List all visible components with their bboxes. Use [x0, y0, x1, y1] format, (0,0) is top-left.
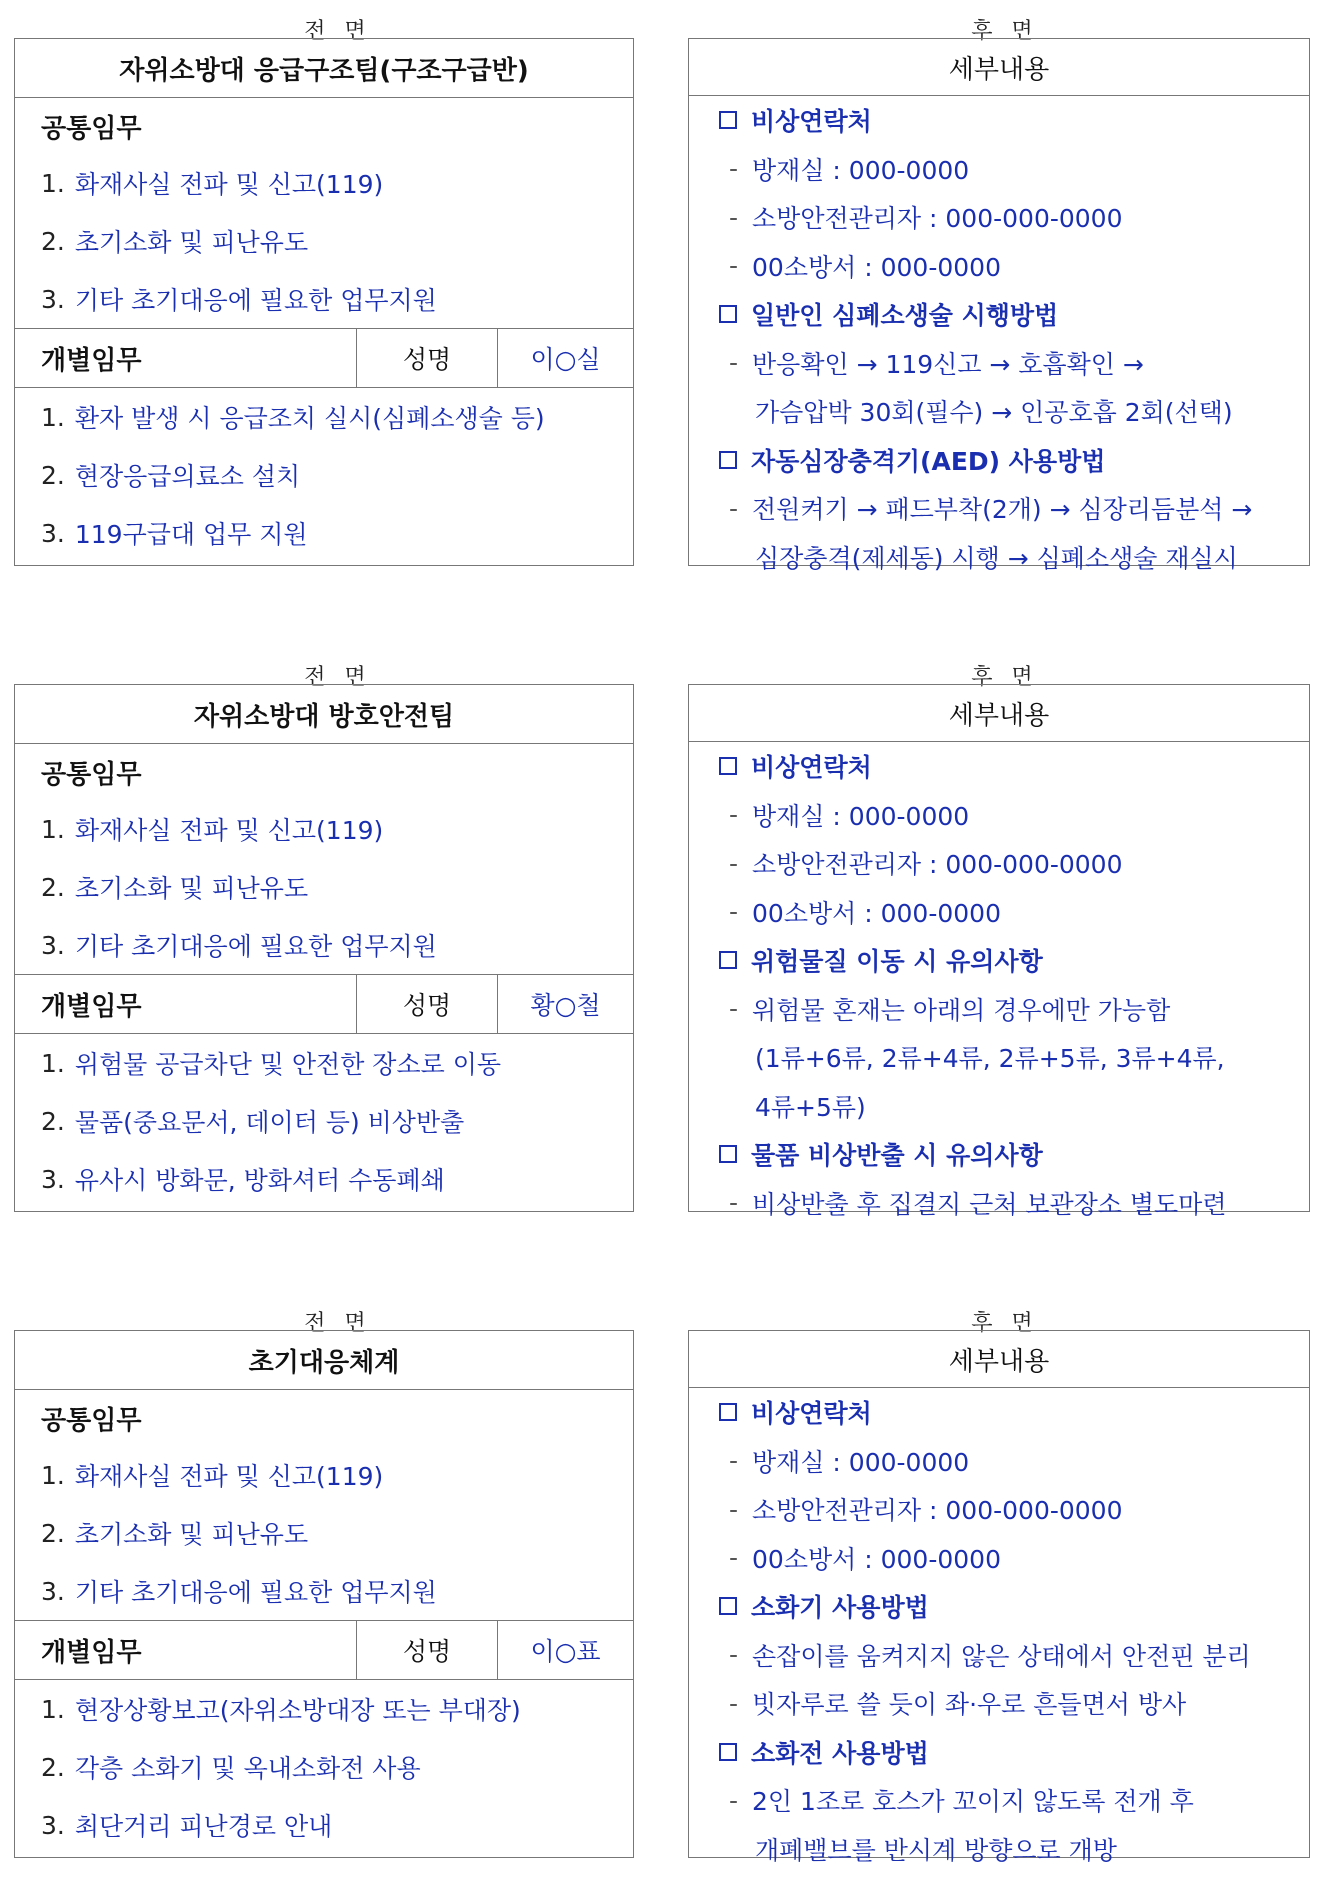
item-text: 화재사실 전파 및 신고(119) — [74, 816, 384, 845]
name-label: 성명 — [357, 1621, 498, 1679]
detail-section-heading — [689, 742, 1309, 791]
item-text: 현장응급의료소 설치 — [74, 462, 301, 491]
item-text: 00소방서 : 000-0000 — [752, 898, 1001, 928]
dash-bullet-icon: - — [729, 848, 739, 878]
item-text: 기타 초기대응에 필요한 업무지원 — [74, 932, 437, 961]
item-text: 기타 초기대응에 필요한 업무지원 — [74, 1578, 437, 1607]
item-text: 물품(중요문서, 데이터 등) 비상반출 — [74, 1108, 465, 1137]
common-duty-heading: 공통임무 — [41, 759, 142, 790]
detail-item — [689, 242, 1309, 291]
individual-duty-item — [15, 1092, 633, 1150]
dash-bullet-icon: - — [729, 251, 739, 281]
item-text: 초기소화 및 피난유도 — [74, 1520, 309, 1549]
item-text: 손잡이를 움켜지지 않은 상태에서 안전핀 분리 — [752, 1641, 1251, 1671]
item-text: 유사시 방화문, 방화셔터 수동폐쇄 — [74, 1166, 445, 1195]
detail-item-continuation: 가슴압박 30회(필수) → 인공호흡 2회(선택) — [755, 398, 1233, 428]
item-text: 반응확인 → 119신고 → 호흡확인 → — [752, 349, 1144, 379]
detail-item — [689, 1631, 1309, 1680]
item-text: 방재실 : 000-0000 — [752, 1447, 970, 1477]
front-caption: 전 면 — [304, 665, 372, 690]
item-text: 비상반출 후 집결지 근처 보관장소 별도마련 — [752, 1189, 1227, 1219]
dash-bullet-icon: - — [729, 1688, 739, 1718]
dash-bullet-icon: - — [729, 1785, 739, 1815]
item-number: 2. — [41, 1752, 65, 1782]
checkbox-square-icon — [719, 1597, 737, 1615]
checkbox-square-icon — [719, 1145, 737, 1163]
checkbox-square-icon — [719, 757, 737, 775]
common-duty-item — [15, 1504, 633, 1562]
item-text: 2인 1조로 호스가 꼬이지 않도록 전개 후 — [752, 1787, 1194, 1817]
item-text: 현장상황보고(자위소방대장 또는 부대장) — [74, 1696, 521, 1725]
item-number: 1. — [41, 814, 65, 844]
detail-item — [689, 145, 1309, 194]
front-card — [14, 684, 634, 1212]
detail-title: 세부내용 — [689, 1331, 1309, 1388]
heading-text: 비상연락처 — [751, 1399, 872, 1429]
individual-duty-item — [15, 388, 633, 446]
heading-text: 비상연락처 — [751, 753, 872, 783]
item-text: 초기소화 및 피난유도 — [74, 874, 309, 903]
item-text: 각층 소화기 및 옥내소화전 사용 — [74, 1754, 421, 1783]
name-value: 황○철 — [530, 991, 601, 1020]
item-number: 1. — [41, 1694, 65, 1724]
dash-bullet-icon: - — [729, 994, 739, 1024]
name-value: 이○실 — [530, 345, 601, 374]
item-text: 최단거리 피난경로 안내 — [74, 1812, 333, 1841]
item-number: 2. — [41, 1518, 65, 1548]
checkbox-square-icon — [719, 451, 737, 469]
item-number: 1. — [41, 402, 65, 432]
heading-text: 소화전 사용방법 — [751, 1738, 929, 1768]
common-duty-item — [15, 270, 633, 328]
back-caption: 후 면 — [971, 665, 1039, 690]
item-number: 3. — [41, 518, 65, 548]
item-text: 화재사실 전파 및 신고(119) — [74, 170, 384, 199]
item-text: 위험물 혼재는 아래의 경우에만 가능함 — [752, 995, 1171, 1025]
individual-duty-heading: 개별임무 — [15, 329, 357, 387]
dash-bullet-icon: - — [729, 493, 739, 523]
item-number: 2. — [41, 460, 65, 490]
item-text: 소방안전관리자 : 000-000-0000 — [752, 1496, 1123, 1526]
item-text: 빗자루로 쓸 듯이 좌·우로 흔들면서 방사 — [752, 1690, 1187, 1720]
individual-duty-item — [15, 1796, 633, 1854]
detail-item — [689, 1776, 1309, 1825]
detail-item — [689, 1534, 1309, 1583]
back-card — [688, 684, 1310, 1219]
heading-text: 위험물질 이동 시 유의사항 — [751, 947, 1043, 977]
item-number: 2. — [41, 226, 65, 256]
individual-duty-item — [15, 446, 633, 504]
item-text: 방재실 : 000-0000 — [752, 155, 970, 185]
item-text: 화재사실 전파 및 신고(119) — [74, 1462, 384, 1491]
item-text: 초기소화 및 피난유도 — [74, 228, 309, 257]
common-duty-item — [15, 212, 633, 270]
back-card — [688, 1330, 1310, 1865]
detail-item — [689, 985, 1309, 1034]
name-label: 성명 — [357, 975, 498, 1033]
dash-bullet-icon: - — [729, 1640, 739, 1670]
dash-bullet-icon: - — [729, 1543, 739, 1573]
item-text: 00소방서 : 000-0000 — [752, 1544, 1001, 1574]
item-number: 1. — [41, 1460, 65, 1490]
item-number: 2. — [41, 872, 65, 902]
detail-item-continuation: (1류+6류, 2류+4류, 2류+5류, 3류+4류, — [755, 1044, 1225, 1074]
item-number: 1. — [41, 1048, 65, 1078]
name-value: 이○표 — [530, 1637, 601, 1666]
detail-item — [689, 193, 1309, 242]
dash-bullet-icon: - — [729, 1188, 739, 1218]
back-caption: 후 면 — [971, 1311, 1039, 1336]
individual-duty-item — [15, 1034, 633, 1092]
common-duty-item — [15, 858, 633, 916]
detail-section-heading — [689, 1130, 1309, 1179]
individual-duty-item — [15, 1150, 633, 1208]
item-number: 1. — [41, 168, 65, 198]
dash-bullet-icon: - — [729, 348, 739, 378]
common-duty-heading: 공통임무 — [41, 1405, 142, 1436]
back-card — [688, 38, 1310, 573]
detail-item — [689, 339, 1309, 388]
back-caption: 후 면 — [971, 19, 1039, 44]
detail-item-continuation: 개폐밸브를 반시계 방향으로 개방 — [755, 1835, 1117, 1865]
dash-bullet-icon: - — [729, 1494, 739, 1524]
checkbox-square-icon — [719, 1403, 737, 1421]
heading-text: 일반인 심폐소생술 시행방법 — [751, 301, 1059, 331]
detail-item — [689, 1437, 1309, 1486]
checkbox-square-icon — [719, 305, 737, 323]
item-text: 전원켜기 → 패드부착(2개) → 심장리듬분석 → — [752, 495, 1253, 525]
card-title: 자위소방대 응급구조팀(구조구급반) — [15, 39, 633, 98]
common-duty-item — [15, 1562, 633, 1620]
item-text: 119구급대 업무 지원 — [74, 520, 308, 549]
item-text: 위험물 공급차단 및 안전한 장소로 이동 — [74, 1050, 501, 1079]
item-text: 방재실 : 000-0000 — [752, 801, 970, 831]
item-number: 3. — [41, 930, 65, 960]
individual-duty-heading: 개별임무 — [15, 975, 357, 1033]
detail-item — [689, 839, 1309, 888]
detail-item — [689, 1179, 1309, 1228]
front-card — [14, 1330, 634, 1858]
card-section — [0, 1306, 1325, 1866]
checkbox-square-icon — [719, 951, 737, 969]
detail-item-continuation: 4류+5류) — [755, 1092, 866, 1122]
item-number: 2. — [41, 1106, 65, 1136]
card-title: 초기대응체계 — [15, 1331, 633, 1390]
common-duty-item — [15, 800, 633, 858]
item-text: 00소방서 : 000-0000 — [752, 252, 1001, 282]
item-number: 3. — [41, 1810, 65, 1840]
detail-item — [689, 484, 1309, 533]
heading-text: 물품 비상반출 시 유의사항 — [751, 1141, 1043, 1171]
heading-text: 자동심장충격기(AED) 사용방법 — [751, 446, 1106, 476]
item-text: 소방안전관리자 : 000-000-0000 — [752, 204, 1123, 234]
detail-section-heading — [689, 1582, 1309, 1631]
individual-duty-header-row — [15, 328, 633, 388]
dash-bullet-icon: - — [729, 800, 739, 830]
detail-section-heading — [689, 936, 1309, 985]
card-section — [0, 14, 1325, 574]
heading-text: 소화기 사용방법 — [751, 1593, 929, 1623]
item-text: 소방안전관리자 : 000-000-0000 — [752, 850, 1123, 880]
item-number: 3. — [41, 1576, 65, 1606]
dash-bullet-icon: - — [729, 1446, 739, 1476]
dash-bullet-icon: - — [729, 202, 739, 232]
card-section — [0, 660, 1325, 1220]
item-text: 기타 초기대응에 필요한 업무지원 — [74, 286, 437, 315]
item-number: 3. — [41, 1164, 65, 1194]
front-card — [14, 38, 634, 566]
detail-item-continuation: 심장충격(제세동) 시행 → 심폐소생술 재실시 — [755, 543, 1238, 573]
common-duty-item — [15, 1446, 633, 1504]
individual-duty-heading: 개별임무 — [15, 1621, 357, 1679]
front-caption: 전 면 — [304, 19, 372, 44]
name-label: 성명 — [357, 329, 498, 387]
individual-duty-item — [15, 1680, 633, 1738]
detail-item — [689, 1679, 1309, 1728]
card-title: 자위소방대 방호안전팀 — [15, 685, 633, 744]
detail-title: 세부내용 — [689, 685, 1309, 742]
checkbox-square-icon — [719, 1743, 737, 1761]
detail-section-heading — [689, 96, 1309, 145]
individual-duty-header-row — [15, 974, 633, 1034]
common-duty-item — [15, 154, 633, 212]
detail-section-heading — [689, 436, 1309, 485]
detail-item — [689, 1485, 1309, 1534]
common-duty-heading: 공통임무 — [41, 113, 142, 144]
front-caption: 전 면 — [304, 1311, 372, 1336]
individual-duty-header-row — [15, 1620, 633, 1680]
common-duty-item — [15, 916, 633, 974]
item-number: 3. — [41, 284, 65, 314]
heading-text: 비상연락처 — [751, 107, 872, 137]
checkbox-square-icon — [719, 111, 737, 129]
item-text: 환자 발생 시 응급조치 실시(심폐소생술 등) — [74, 404, 545, 433]
individual-duty-item — [15, 504, 633, 562]
dash-bullet-icon: - — [729, 897, 739, 927]
detail-item — [689, 791, 1309, 840]
individual-duty-item — [15, 1738, 633, 1796]
dash-bullet-icon: - — [729, 154, 739, 184]
detail-section-heading — [689, 1728, 1309, 1777]
detail-section-heading — [689, 290, 1309, 339]
detail-section-heading — [689, 1388, 1309, 1437]
detail-title: 세부내용 — [689, 39, 1309, 96]
detail-item — [689, 888, 1309, 937]
